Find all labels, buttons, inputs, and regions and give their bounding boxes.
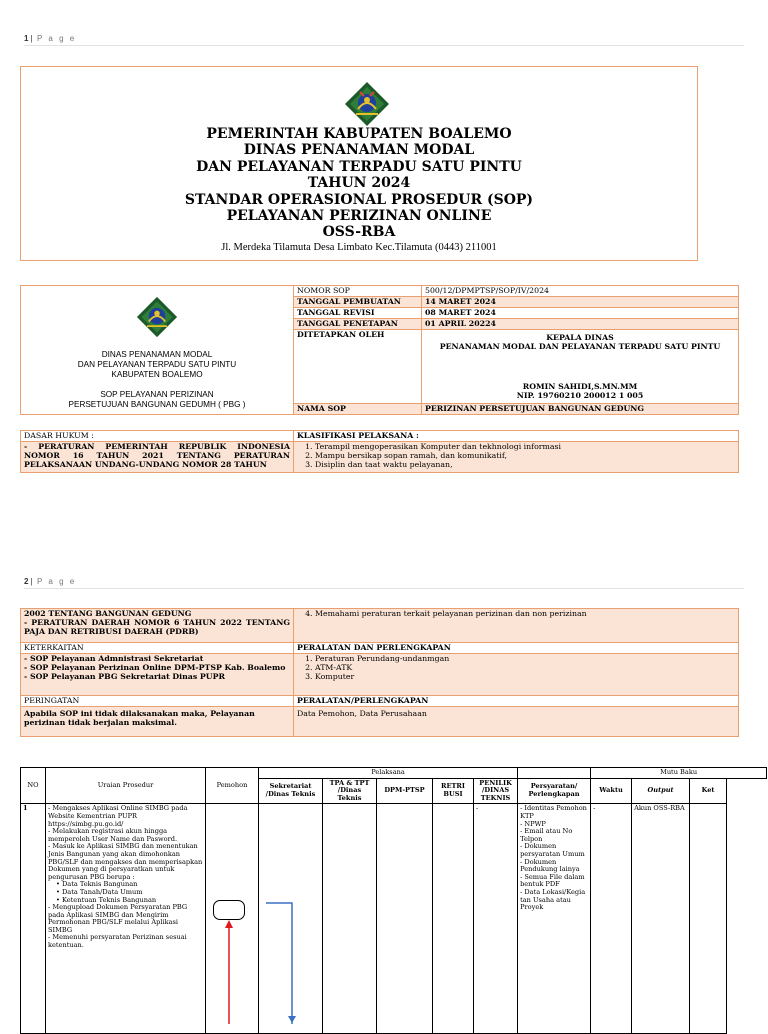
- page-divider: [24, 588, 744, 589]
- identity-line: PERSETUJUAN BANGUNAN GEDUMH ( PBG ): [68, 400, 246, 409]
- klasifikasi-list: [294, 442, 739, 473]
- identity-line: DAN PELAYANAN TERPADU SATU PINTU: [77, 360, 237, 369]
- peralatan-list: [294, 654, 739, 696]
- keterkaitan-item: - SOP Pelayanan Admnistrasi Sekretariat: [24, 654, 204, 663]
- dasar-line: - PERATURAN DAERAH NOMOR 6 TAHUN 2022 TENTANG PAJA DAN RETRIBUSI DAERAH (PDRB): [24, 618, 290, 636]
- peralatan-label: PERALATAN DAN PERLENGKAPAN: [294, 643, 739, 654]
- pencatatan-label: PERALATAN/PERLENGKAPAN: [294, 696, 739, 707]
- row-uraian: - Mengakses Aplikasi Online SIMBG pada Website Kementrian PUPR https://simbg.pu.go.id/ - Melakukan registrasi akun hingga memperoleh User Name dan Pasword. - Masuk ke Aplikasi SIMBG dan menentukan Jenis Bangunan yang akan dimohonkan PBG/SLF dan mengakses dan memperisapkan Dokumen yang di persyaratkan untuk pengurusan PBG berupa : • Data Teknis Bangunan • Data Tanah/Data Umum • Ketentuan Teknis Bangunan - Mengupload Dokumen Persyaratan PBG pada Aplikasi SIMBG dan Mengirim Permohonan PBG/SLF melalui Aplikasi SIMBG - Memenuhi persyaratan Perizinan sesuai ketentuan.: [46, 804, 206, 1034]
- header-line: DAN PELAYANAN TERPADU SATU PINTU: [196, 158, 522, 175]
- boalemo-emblem-icon: [136, 296, 178, 340]
- klasifikasi-item: 4. Memahami peraturan terkait pelayanan perizinan dan non perizinan: [315, 609, 735, 618]
- col-pelaksana: Pelaksana: [259, 768, 518, 779]
- syarat-item: - Email atau No Telpon: [520, 827, 573, 843]
- header-line: STANDAR OPERASIONAL PROSEDUR (SOP): [184, 191, 534, 208]
- peralatan-item: 3. Komputer: [315, 672, 735, 681]
- col-mutu-baku: Mutu Baku: [591, 768, 767, 779]
- row-pemohon: [206, 804, 259, 1034]
- nomor-value: 500/12/DPMPTSP/SOP/IV/2024: [422, 286, 739, 297]
- col-penilik: PENILIK /DINAS TEKNIS: [474, 778, 518, 804]
- document-header: [20, 66, 698, 261]
- page-number: 1 | P a g e: [24, 34, 77, 43]
- revisi-label: TANGGAL REVISI: [294, 308, 422, 319]
- flow-start-shape: [213, 900, 245, 920]
- peringatan-text: Apabila SOP ini tidak dilaksanakan maka, Pelayanan perizinan tidak berjalan maksimal.: [21, 707, 294, 737]
- dasar-line: 2002 TENTANG BANGUNAN GEDUNG: [24, 609, 192, 618]
- klasifikasi-item: 2. Mampu bersikap sopan ramah, dan komunikatif,: [315, 451, 735, 460]
- table-row: [21, 804, 767, 1034]
- procedure-table: [20, 767, 767, 1034]
- page-divider: [24, 45, 744, 46]
- step-text: - Melakukan registrasi akun hingga memperoleh User Name dan Pasword.: [48, 827, 178, 843]
- col-no: NO: [21, 768, 46, 804]
- bullet-item: Data Tanah/Data Umum: [62, 887, 143, 896]
- row-persyaratan: [518, 804, 591, 1034]
- col-dpm: DPM-PTSP: [377, 778, 433, 804]
- step-text: - Mengakses Aplikasi Online SIMBG pada Website Kementrian PUPR https://simbg.pu.go.id/: [48, 804, 188, 828]
- ditetapkan-line: KEPALA DINAS: [546, 333, 614, 342]
- klasifikasi-item: 3. Disiplin dan taat waktu pelayanan,: [315, 460, 735, 469]
- keterkaitan-list: [21, 654, 294, 696]
- header-address: Jl. Merdeka Tilamuta Desa Limbato Kec.Tilamuta (0443) 211001: [221, 241, 497, 253]
- bullet-item: Ketentuan Teknis Bangunan: [62, 895, 157, 904]
- pembuatan-label: TANGGAL PEMBUATAN: [294, 297, 422, 308]
- peralatan-item: 2. ATM-ATK: [315, 663, 735, 672]
- penetapan-label: TANGGAL PENETAPAN: [294, 319, 422, 330]
- sop-info-table: [20, 285, 739, 415]
- klasifikasi-item: 1. Terampil mengoperasikan Komputer dan tekhnologi informasi: [315, 442, 735, 451]
- sop-continuation-table: [20, 608, 739, 737]
- dasar-text: - PERATURAN PEMERINTAH REPUBLIK INDONESIA NOMOR 16 TAHUN 2021 TENTANG PERATURAN PELAKSANAAN UNDANG-UNDANG NOMOR 28 TAHUN: [21, 442, 294, 473]
- boalemo-emblem-icon: [344, 81, 390, 131]
- col-ket: Ket: [690, 778, 727, 804]
- nama-label: NAMA SOP: [294, 404, 422, 415]
- row-tpa: [323, 804, 377, 1034]
- peringatan-label: PERINGATAN: [21, 696, 294, 707]
- syarat-item: - Identitas Pemohon KTP: [520, 804, 587, 820]
- header-line: OSS-RBA: [322, 224, 396, 241]
- ditetapkan-block: [422, 330, 739, 404]
- col-waktu: Waktu: [591, 778, 632, 804]
- syarat-item: - Data Lokasi/Kegia tan Usaha atau Proyek: [520, 887, 586, 912]
- row-ket: [690, 804, 727, 1034]
- ditetapkan-line: PENANAMAN MODAL DAN PELAYANAN TERPADU SATU PINTU: [439, 342, 721, 351]
- col-blank: [518, 768, 591, 779]
- syarat-item: - NPWP: [520, 819, 546, 828]
- identity-line: DINAS PENANAMAN MODAL: [101, 350, 213, 359]
- step-text: - Memenuhi persyaratan Perizinan sesuai ketentuan.: [48, 933, 187, 950]
- header-line: PEMERINTAH KABUPATEN BOALEMO: [206, 126, 512, 142]
- col-tpa: TPA & TPT /Dinas Teknis: [323, 778, 377, 804]
- keterkaitan-label: KETERKAITAN: [21, 643, 294, 654]
- pembuatan-value: 14 MARET 2024: [422, 297, 739, 308]
- peralatan-item: 1. Peraturan Perundang-undanmgan: [315, 654, 735, 663]
- col-output: Output: [632, 778, 690, 804]
- keterkaitan-item: - SOP Pelayanan PBG Sekretariat Dinas PUPR: [24, 672, 225, 681]
- col-persyaratan: Persyaratan/ Perlengkapan: [518, 778, 591, 804]
- row-sekretariat: [259, 804, 323, 1034]
- row-dpm: [377, 804, 433, 1034]
- row-waktu: -: [591, 804, 632, 1034]
- nama-value: PERIZINAN PERSETUJUAN BANGUNAN GEDUNG: [422, 404, 739, 415]
- ditetapkan-label: DITETAPKAN OLEH: [294, 330, 422, 404]
- syarat-item: - Dokumen persyaratan Umum: [520, 842, 585, 858]
- signer-nip: NIP. 19760210 200012 1 005: [516, 391, 644, 400]
- revisi-value: 08 MARET 2024: [422, 308, 739, 319]
- klasifikasi-label: KLASIFIKASI PELAKSANA :: [294, 431, 739, 442]
- identity-line: SOP PELAYANAN PERIZINAN: [100, 390, 214, 399]
- nomor-label: NOMOR SOP: [294, 286, 422, 297]
- identity-line: KABUPATEN BOALEMO: [111, 370, 203, 379]
- row-output: Akun OSS-RBA: [632, 804, 690, 1034]
- col-uraian: Uraian Prosedur: [46, 768, 206, 804]
- syarat-item: - Semua File dalam bentuk PDF: [520, 872, 585, 889]
- keterkaitan-item: - SOP Pelayanan Perizinan Online DPM-PTSP Kab. Boalemo: [24, 663, 286, 672]
- dasar-continued: [21, 609, 294, 643]
- header-line: PELAYANAN PERIZINAN ONLINE: [226, 208, 492, 225]
- row-retribusi: [433, 804, 474, 1034]
- header-line: TAHUN 2024: [307, 175, 411, 192]
- bullet-item: Data Teknis Bangunan: [62, 880, 138, 889]
- penetapan-value: 01 APRIL 20224: [422, 319, 739, 330]
- col-sekretariat: Sekretariat /Dinas Teknis: [259, 778, 323, 804]
- syarat-item: - Dokumen Pendukung lainya: [520, 857, 580, 874]
- dasar-hukum-table: [20, 430, 739, 473]
- pencatatan-text: Data Pemohon, Data Perusahaan: [294, 707, 739, 737]
- step-text: - Masuk ke Aplikasi SIMBG dan menentukan Jenis Bangunan yang akan dimohonkan PBG/SLF dan mengakses dan memperisapkan Dokumen yang di persyaratkan untuk pengurusan PBG berupa :: [48, 842, 203, 881]
- header-line: DINAS PENANAMAN MODAL: [243, 142, 475, 159]
- col-retribusi: RETRI BUSI: [433, 778, 474, 804]
- sop-identity-cell: [21, 286, 294, 415]
- col-pemohon: Pemohon: [206, 768, 259, 804]
- step-text: - Mengupload Dokumen Persyaratan PBG pada Aplikasi SIMBG dan Mengirim Permohonan PBG/SLF melalui Aplikasi SIMBG: [48, 903, 188, 934]
- row-no: 1: [21, 804, 46, 1034]
- page-number: 2 | P a g e: [24, 577, 77, 586]
- signer-name: ROMIN SAHIDI,S.MN.MM: [522, 382, 638, 391]
- klasifikasi-continued: [294, 609, 739, 643]
- dasar-label: DASAR HUKUM :: [21, 431, 294, 442]
- row-penilik: -: [474, 804, 518, 1034]
